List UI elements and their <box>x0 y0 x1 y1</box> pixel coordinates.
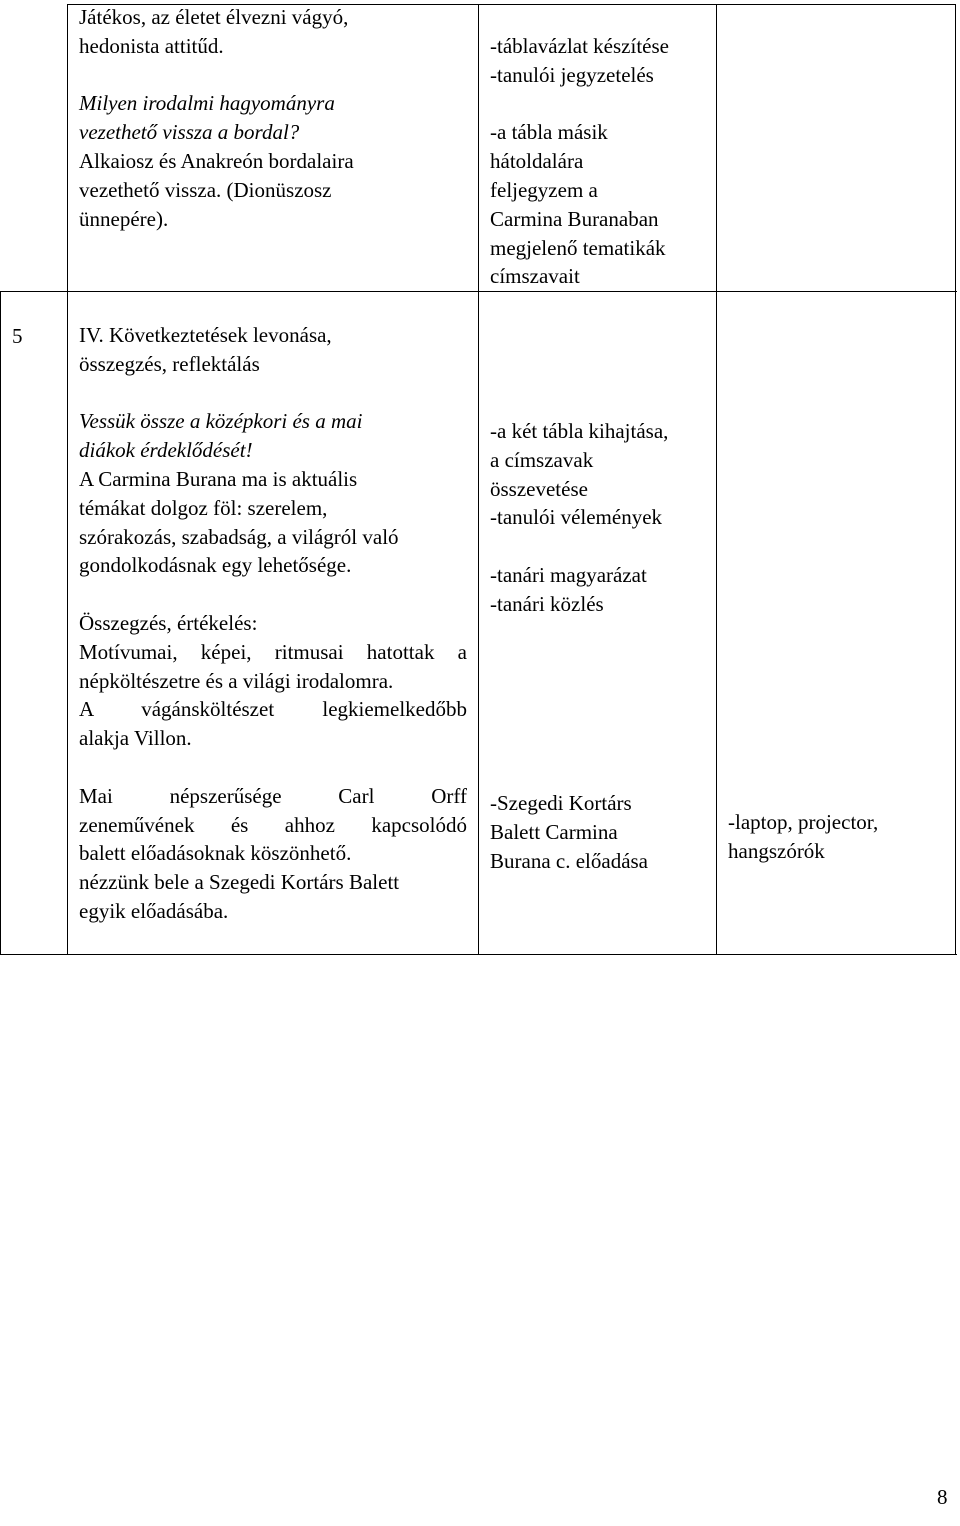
text-line: Burana c. előadása <box>490 848 649 873</box>
row2-content-cell <box>79 321 467 926</box>
row2-performance-cell <box>490 789 714 875</box>
question-line: diákok érdeklődését! <box>79 438 253 463</box>
question-line: vezethető vissza a bordal? <box>79 120 300 145</box>
text-line: a címszavak <box>490 447 594 472</box>
text-line: ünnepére). <box>79 206 169 231</box>
step-number: 5 <box>12 324 23 348</box>
row2-tools-cell <box>728 808 952 866</box>
text-line: címszavait <box>490 264 580 289</box>
page-number: 8 <box>937 1485 948 1509</box>
text-line: A Carmina Burana ma is aktuális <box>79 466 358 491</box>
text-line: Motívumai, képei, ritmusai hatottak a <box>79 639 467 664</box>
text-line: megjelenő tematikák <box>490 235 666 260</box>
question-line: Vessük össze a középkori és a mai <box>79 409 363 434</box>
text-line: balett előadásoknak köszönhető. <box>79 841 352 866</box>
text-line: Játékos, az életet élvezni vágyó, <box>79 5 349 29</box>
summary-heading: Összegzés, értékelés: <box>79 610 258 635</box>
text-line: hangszórók <box>728 838 825 863</box>
text-line: Carmina Buranaban <box>490 206 659 231</box>
text-line: -a tábla másik <box>490 120 608 145</box>
question-line: Milyen irodalmi hagyományra <box>79 91 335 116</box>
text-line: -a két tábla kihajtása, <box>490 419 669 443</box>
text-line: Balett Carmina <box>490 819 618 844</box>
row2-methods-cell <box>490 417 714 619</box>
text-line: témákat dolgoz föl: szerelem, <box>79 495 328 520</box>
column-divider-3 <box>716 4 717 955</box>
text-line: összevetése <box>490 476 588 501</box>
text-line: -tanulói jegyzetelés <box>490 62 654 87</box>
text-line: népköltészetre és a világi irodalomra. <box>79 668 394 693</box>
section-heading: összegzés, reflektálás <box>79 351 260 376</box>
text-line: hátoldalára <box>490 149 584 174</box>
text-line: -laptop, projector, <box>728 810 879 834</box>
text-line: -tanári közlés <box>490 591 604 616</box>
text-line: zeneművének és ahhoz kapcsolódó <box>79 812 467 837</box>
text-line: gondolkodásnak egy lehetősége. <box>79 553 352 578</box>
text-line: egyik előadásába. <box>79 898 229 923</box>
text-line: szórakozás, szabadság, a világról való <box>79 524 399 549</box>
text-line: feljegyzem a <box>490 177 598 202</box>
text-line: vezethető vissza. (Dionüszosz <box>79 177 332 202</box>
row1-content-cell <box>79 3 469 233</box>
table-right-border <box>955 4 956 955</box>
column-divider-2 <box>478 4 479 955</box>
section-heading: IV. Következtetések levonása, <box>79 323 332 347</box>
table-left-border <box>0 291 1 955</box>
text-line: -táblavázlat készítése <box>490 34 669 58</box>
column-divider-1 <box>67 4 68 955</box>
text-line: -tanulói vélemények <box>490 505 663 530</box>
text-line: hedonista attitűd. <box>79 33 224 58</box>
text-line: Alkaiosz és Anakreón bordalaira <box>79 148 354 173</box>
text-line: alakja Villon. <box>79 726 192 751</box>
text-line: Mai népszerűsége Carl Orff <box>79 783 467 808</box>
text-line: -Szegedi Kortárs <box>490 791 632 815</box>
text-line: A vágánsköltészet legkiemelkedőbb <box>79 697 467 722</box>
text-line: nézzünk bele a Szegedi Kortárs Balett <box>79 870 400 895</box>
text-line: -tanári magyarázat <box>490 562 647 587</box>
row1-methods-cell <box>490 32 714 291</box>
